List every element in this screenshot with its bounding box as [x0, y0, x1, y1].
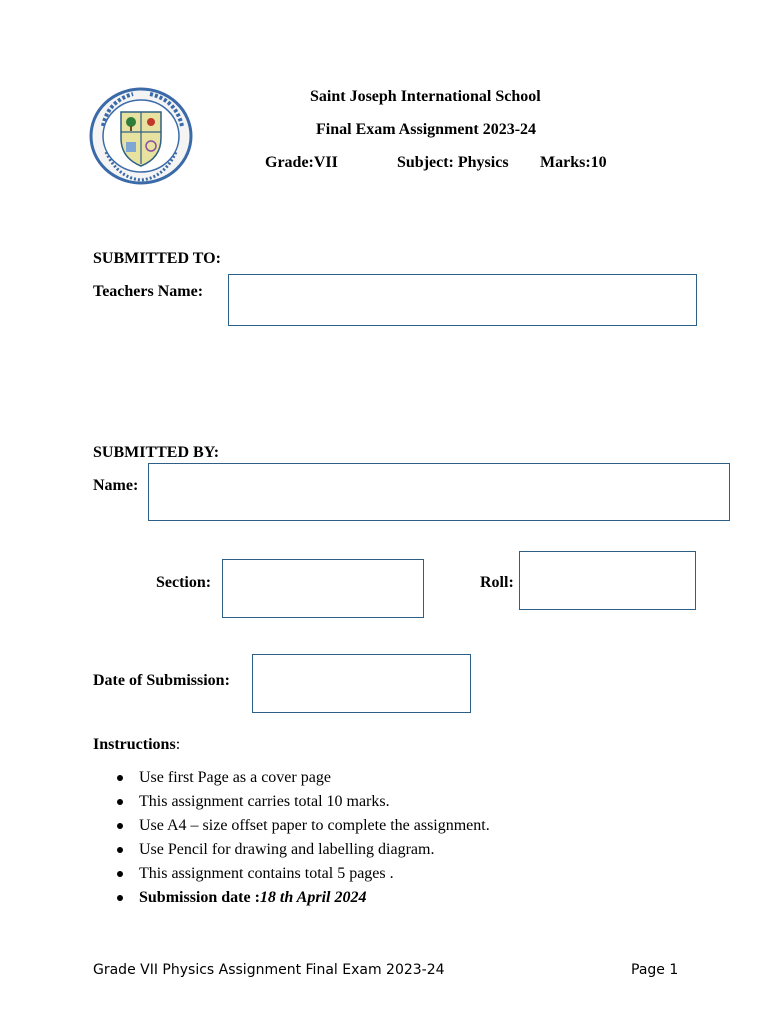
teacher-name-field[interactable]: [228, 274, 697, 326]
instruction-item: Use A4 – size offset paper to complete the assignment.: [139, 814, 490, 838]
roll-label: Roll:: [480, 574, 514, 591]
instructions-colon: :: [175, 736, 181, 753]
teacher-name-label: Teachers Name:: [93, 283, 204, 300]
instruction-item: This assignment carries total 10 marks.: [139, 790, 490, 814]
date-of-submission-label: Date of Submission:: [93, 672, 230, 689]
student-name-label: Name:: [93, 477, 139, 494]
marks-text: Marks:10: [540, 154, 607, 171]
section-field[interactable]: [222, 559, 424, 618]
submission-date-label: Submission date :: [139, 889, 260, 906]
date-of-submission-field[interactable]: [252, 654, 471, 713]
submitted-to-heading: SUBMITTED TO:: [93, 250, 221, 267]
grade-text: Grade:VII: [265, 154, 338, 171]
roll-field[interactable]: [519, 551, 696, 610]
instructions-heading-text: Instructions: [93, 736, 176, 753]
submission-date-value: 18 th April 2024: [259, 889, 367, 906]
instructions-heading: [93, 736, 180, 754]
instructions-list: [95, 766, 490, 910]
student-name-field[interactable]: [148, 463, 730, 521]
section-label: Section:: [156, 574, 212, 591]
subject-text: Subject: Physics: [397, 154, 509, 171]
school-logo: [88, 86, 196, 186]
footer-title: Grade VII Physics Assignment Final Exam 2023-24: [93, 962, 445, 978]
exam-title: Final Exam Assignment 2023-24: [316, 121, 537, 138]
page-number: Page 1: [631, 962, 679, 978]
submission-date-item: [139, 886, 490, 910]
instruction-item: This assignment contains total 5 pages .: [139, 862, 490, 886]
school-name: Saint Joseph International School: [310, 88, 541, 105]
instruction-item: Use first Page as a cover page: [139, 766, 490, 790]
submitted-by-heading: SUBMITTED BY:: [93, 444, 220, 461]
instruction-item: Use Pencil for drawing and labelling diagram.: [139, 838, 490, 862]
